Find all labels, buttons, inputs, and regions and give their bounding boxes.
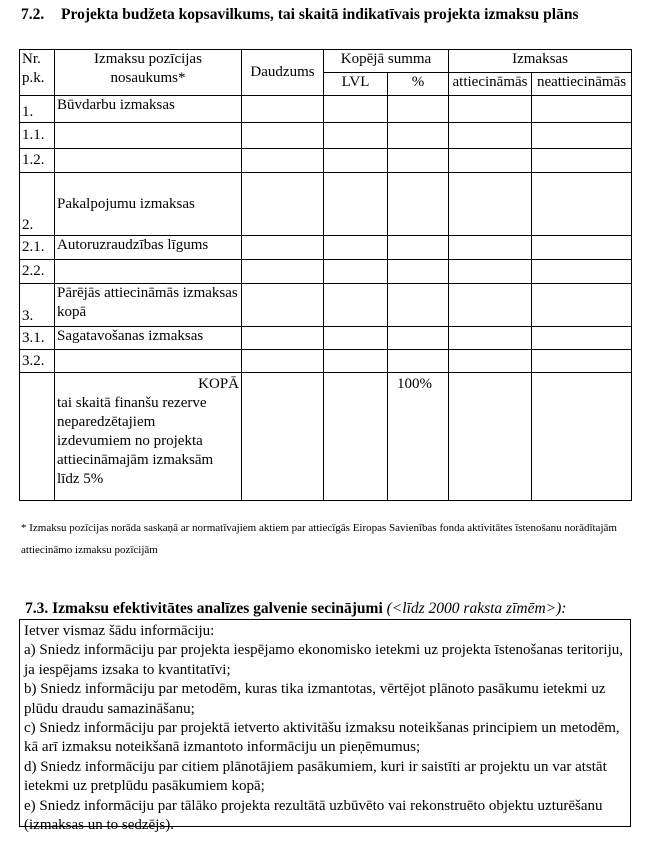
table-row — [20, 350, 632, 373]
total-label: KOPĀ — [198, 376, 239, 392]
row-nr: 1.1. — [20, 123, 55, 149]
conclusions-box — [19, 619, 631, 834]
box-line: e) Sniedz informāciju par tālāko projekta rezultātā uzbūvēto vai rekonstruēto objektu uzturēšanu (izmaksas un to sedzējs). — [24, 797, 603, 834]
row-nr: 3.1. — [20, 327, 55, 350]
header-costs: Izmaksas — [449, 50, 632, 73]
budget-table — [19, 49, 632, 501]
row-name — [55, 149, 242, 173]
section-title: Projekta budžeta kopsavilkums, tai skaitā indikatīvais projekta izmaksu plāns — [61, 6, 579, 23]
row-nr: 2.1. — [20, 236, 55, 260]
header-ineligible: neattiecināmās — [532, 73, 632, 96]
header-lvl: LVL — [324, 73, 388, 96]
row-name — [55, 123, 242, 149]
table-row — [20, 327, 632, 350]
box-line: Ietver vismaz šādu informāciju: — [24, 623, 215, 639]
row-name: Pakalpojumu izmaksas — [55, 173, 242, 236]
table-row — [20, 284, 632, 327]
table-row — [20, 96, 632, 123]
footnote: * Izmaksu pozīcijas norāda saskaņā ar normatīvajiem aktiem par attiecīgās Eiropas Savienības fonda aktivitātes īstenošanu norādītajām attiecināmo izmaksu pozīcijām — [21, 522, 617, 556]
total-label-cell — [55, 373, 242, 501]
section-number: 7.2. — [21, 6, 45, 23]
header-pct: % — [388, 73, 449, 96]
table-row — [20, 149, 632, 173]
row-name: Pārējās attiecināmās izmaksas kopā — [55, 284, 242, 327]
row-nr: 1. — [20, 96, 55, 123]
row-nr: 3. — [20, 284, 55, 327]
row-name — [55, 350, 242, 373]
box-line: c) Sniedz informāciju par projektā ietverto aktivitāšu izmaksu noteikšanas principiem un metodēm, kā arī izmaksu noteikšanā izmantoto informāciju un pieņēmumus; — [24, 720, 620, 756]
total-row — [20, 373, 632, 501]
header-row-1 — [20, 50, 632, 73]
section-7-2-heading — [21, 6, 578, 24]
total-pct: 100% — [388, 373, 449, 501]
row-nr: 2.2. — [20, 260, 55, 284]
table-row — [20, 236, 632, 260]
table-row — [20, 173, 632, 236]
header-total: Kopējā summa — [324, 50, 449, 73]
table-row — [20, 260, 632, 284]
section-7-3-heading: 7.3. Izmaksu efektivitātes analīzes galvenie secinājumi (<līdz 2000 raksta zīmēm>): — [25, 600, 567, 617]
header-nr: Nr. p.k. — [20, 50, 55, 96]
box-line: d) Sniedz informāciju par citiem plānotājiem pasākumiem, kuri ir saistīti ar projektu un var atstāt ietekmi uz pretplūdu pasākumiem kopā; — [24, 758, 607, 795]
row-name: Sagatavošanas izmaksas — [55, 327, 242, 350]
box-line: b) Sniedz informāciju par metodēm, kuras tika izmantotas, vērtējot plānoto pasākumu ietekmi uz plūdu draudu samazināšanu; — [24, 681, 606, 717]
row-name — [55, 260, 242, 284]
header-name: Izmaksu pozīcijas nosaukums* — [55, 50, 242, 96]
table-row — [20, 123, 632, 149]
header-eligible: attiecināmās — [449, 73, 532, 96]
row-nr: 3.2. — [20, 350, 55, 373]
length-note: (<līdz 2000 raksta zīmēm>) — [386, 600, 562, 617]
row-nr: 2. — [20, 173, 55, 236]
row-nr: 1.2. — [20, 149, 55, 173]
section-title: 7.3. Izmaksu efektivitātes analīzes galvenie secinājumi — [25, 600, 387, 617]
box-line: a) Sniedz informāciju par projekta iespējamo ekonomisko ietekmi uz projekta īstenošanas teritoriju, ja iespējams izsaka to kvantitatīvi; — [24, 642, 623, 678]
row-name: Autoruzraudzības līgums — [55, 236, 242, 260]
header-qty: Daudzums — [242, 50, 324, 96]
row-name: Būvdarbu izmaksas — [55, 96, 242, 123]
total-sub: tai skaitā finanšu rezerve neparedzētajiem izdevumiem no projekta attiecināmajām izmaksām līdz 5% — [57, 395, 214, 487]
